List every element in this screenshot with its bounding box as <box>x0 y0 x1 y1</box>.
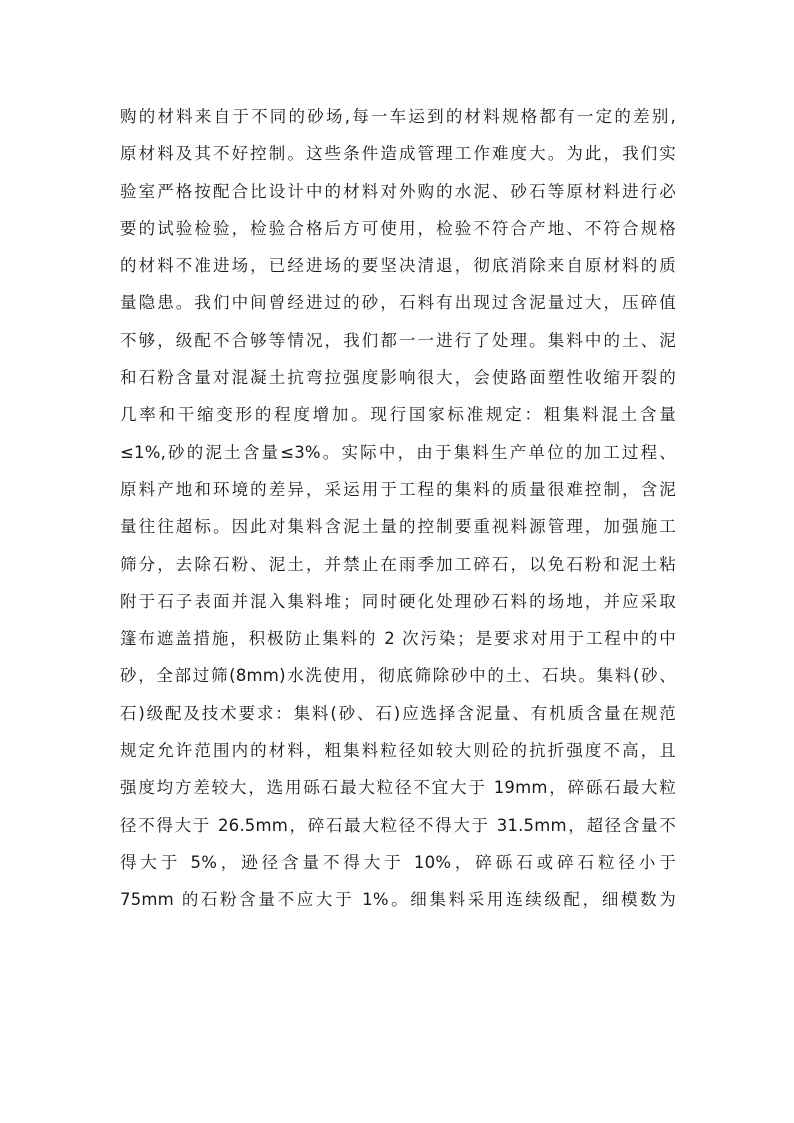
text-line-9: 几率和干缩变形的程度增加。现行国家标准规定：粗集料混土含量 <box>120 405 676 425</box>
body-text <box>120 98 676 919</box>
text-line-7: 不够，级配不合够等情况，我们都一一进行了处理。集料中的土、泥 <box>120 330 676 350</box>
text-line-11: 原料产地和环境的差异，采运用于工程的集料的质量很难控制，含泥 <box>120 479 676 499</box>
text-line-1: 购的材料来自于不同的砂场,每一车运到的材料规格都有一定的差别, <box>120 107 676 126</box>
text-line-12: 量往往超标。因此对集料含泥土量的控制要重视料源管理，加强施工 <box>120 517 676 537</box>
text-line-16: 砂，全部过筛(8mm)水洗使用，彻底筛除砂中的土、石块。集料(砂、 <box>120 666 676 686</box>
text-line-18: 规定允许范围内的材料，粗集料粒径如较大则砼的抗折强度不高，且 <box>120 741 676 761</box>
text-line-17: 石)级配及技术要求：集料(砂、石)应选择含泥量、有机质含量在规范 <box>120 703 676 723</box>
text-line-8: 和石粉含量对混凝土抗弯拉强度影响很大，会使路面塑性收缩开裂的 <box>120 368 676 388</box>
text-line-5: 的材料不准进场，已经进场的要坚决清退，彻底消除来自原材料的质 <box>120 256 676 276</box>
text-line-22: 75mm 的石粉含量不应大于 1%。细集料采用连续级配，细模数为 <box>120 890 676 910</box>
text-line-19: 强度均方差较大，选用砾石最大粒径不宜大于 19mm，碎砾石最大粒 <box>120 778 676 798</box>
text-line-15: 篷布遮盖措施，积极防止集料的 2 次污染；是要求对用于工程中的中 <box>120 629 676 649</box>
text-line-10: ≤1%,砂的泥土含量≤3%。实际中，由于集料生产单位的加工过程、 <box>120 442 676 462</box>
text-line-13: 筛分，去除石粉、泥土，并禁止在雨季加工碎石，以免石粉和泥土粘 <box>120 554 676 574</box>
text-line-14: 附于石子表面并混入集料堆；同时硬化处理砂石料的场地，并应采取 <box>120 591 676 611</box>
text-line-20: 径不得大于 26.5mm，碎石最大粒径不得大于 31.5mm，超径含量不 <box>120 815 676 835</box>
text-line-6: 量隐患。我们中间曾经进过的砂，石料有出现过含泥量过大，压碎值 <box>120 293 676 313</box>
text-line-4: 要的试验检验，检验合格后方可使用，检验不符合产地、不符合规格 <box>120 218 676 238</box>
text-line-3: 验室严格按配合比设计中的材料对外购的水泥、砂石等原材料进行必 <box>120 181 676 201</box>
text-line-21: 得大于 5%，逊径含量不得大于 10%，碎砾石或碎石粒径小于 <box>120 852 676 872</box>
text-line-2: 原材料及其不好控制。这些条件造成管理工作难度大。为此，我们实 <box>120 144 676 164</box>
